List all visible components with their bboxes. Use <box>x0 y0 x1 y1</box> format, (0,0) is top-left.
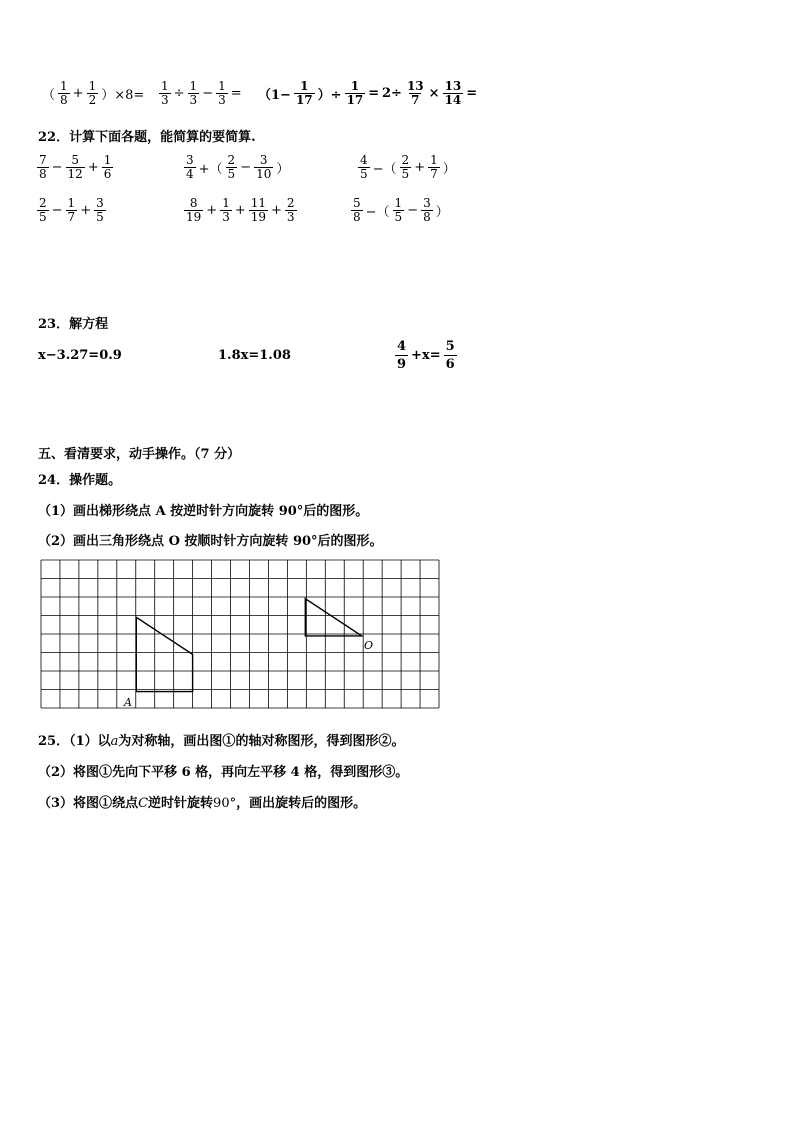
q25-part1-text: 的轴对称图形，得到图形 <box>235 734 379 749</box>
q25-part1 <box>38 730 404 749</box>
grid-lines <box>41 560 439 708</box>
fraction: $\frac{1}{3}$ <box>189 79 198 107</box>
trapezoid-shape <box>136 617 192 691</box>
fraction: $\frac{2}{3}$ <box>286 196 295 224</box>
point-o-label: O <box>364 639 374 652</box>
fraction: 7 8 <box>39 153 47 181</box>
q25-part2-text: 。 <box>395 765 409 780</box>
fraction: $\frac{5}{6}$ <box>445 339 455 372</box>
q25-part2-text: （2）将图 <box>38 765 100 780</box>
operator: + <box>414 160 426 175</box>
operator: − <box>51 203 63 218</box>
paren-close: ） <box>276 162 290 177</box>
paren-close: ） <box>435 205 449 220</box>
q22-r2-expr2 <box>183 197 298 224</box>
circled-number: ① <box>99 796 113 811</box>
fraction: 3 4 <box>186 153 194 181</box>
operator: + <box>72 86 84 101</box>
calc-row1-expr2 <box>158 80 242 107</box>
q22-r1-expr2 <box>183 154 289 181</box>
q22-r2-expr3 <box>350 197 449 224</box>
q25-part3 <box>38 792 366 811</box>
circled-number: ③ <box>382 765 396 780</box>
fraction: $\frac{13}{7}$ <box>406 79 424 107</box>
fraction: 2 5 <box>39 196 47 224</box>
operator: ÷ <box>173 86 185 101</box>
operator: +x= <box>411 348 441 363</box>
point-symbol: C <box>138 796 149 811</box>
fraction: 2 5 <box>227 153 236 181</box>
operator: − <box>240 160 252 175</box>
q23-equation-2: 1.8x=1.08 <box>218 348 291 363</box>
axis-symbol: a <box>110 734 119 749</box>
fraction: $\frac{1}{3}$ <box>222 196 230 224</box>
fraction: $\frac{1}{6}$ <box>103 153 112 181</box>
fraction: $\frac{1}{17}$ <box>346 79 364 107</box>
operator: × <box>428 86 440 101</box>
operator: −（ <box>372 162 397 177</box>
fraction: 4 9 <box>397 339 407 372</box>
section-five-heading: 五、看清要求，动手操作。（7 分） <box>38 447 241 462</box>
operator: + <box>271 203 282 218</box>
operator: ）÷ <box>317 88 342 103</box>
operator: − <box>51 160 63 175</box>
equals: = <box>368 86 380 101</box>
q25-part3-text: （3）将图 <box>38 796 100 811</box>
operator: + <box>206 203 218 218</box>
q24-part1: （1）画出梯形绕点 A 按逆时针方向旋转 90°后的图形。 <box>38 504 369 519</box>
q25-part3-text: ，画出旋转后的图形。 <box>236 796 367 811</box>
q25-part1-text: 为对称轴，画出图 <box>118 734 223 749</box>
angle-value: 90° <box>213 796 237 811</box>
operator: −（ <box>365 205 390 220</box>
fraction: $\frac{3}{5}$ <box>96 196 104 224</box>
q25-part2-text: 先向下平移 6 格，再向左平移 4 格，得到图形 <box>112 765 383 780</box>
q22-title: 22．计算下面各题，能简算的要简算. <box>38 130 256 145</box>
circled-number: ② <box>378 734 392 749</box>
fraction: 2 5 <box>401 153 410 181</box>
fraction: $\frac{1}{3}$ <box>161 79 169 107</box>
fraction: $\frac{3}{10}$ <box>256 153 272 181</box>
operator: + <box>87 160 99 175</box>
fraction: 1 8 <box>60 79 68 107</box>
q22-r1-expr1 <box>36 154 114 181</box>
calc-row1-expr1 <box>42 80 144 107</box>
paren-open: （1− <box>258 88 291 103</box>
fraction: $\frac{1}{7}$ <box>430 153 438 181</box>
q23-equation-1: x−3.27=0.9 <box>38 348 122 363</box>
circled-number: ① <box>99 765 113 780</box>
grid-figure <box>40 559 440 715</box>
calc-row1-expr3 <box>258 80 379 107</box>
fraction: $\frac{1}{2}$ <box>88 79 97 107</box>
expr-tail: ）×8= <box>101 88 145 103</box>
q25-part1-text: 。 <box>391 734 405 749</box>
expr-lead: 2÷ <box>382 86 402 101</box>
fraction: $\frac{5}{12}$ <box>67 153 83 181</box>
q25-part1-text: 25．（1）以 <box>38 734 111 749</box>
operator: + <box>80 203 92 218</box>
operator: + <box>234 203 246 218</box>
q22-r2-expr1 <box>36 197 107 224</box>
q23-title: 23．解方程 <box>38 317 109 332</box>
q24-title: 24．操作题。 <box>38 473 122 488</box>
fraction: $\frac{1}{3}$ <box>218 79 226 107</box>
fraction: $\frac{3}{8}$ <box>423 196 431 224</box>
equals: = <box>230 86 242 101</box>
operator: +（ <box>198 162 223 177</box>
fraction: 1 5 <box>394 196 403 224</box>
fraction: 5 8 <box>353 196 361 224</box>
circled-number: ① <box>222 734 236 749</box>
paren-close: ） <box>442 162 456 177</box>
calc-row1-expr4 <box>382 80 477 107</box>
point-a-label: A <box>124 696 132 709</box>
operator: − <box>202 86 214 101</box>
fraction: $\frac{11}{19}$ <box>250 196 267 224</box>
q22-r1-expr3 <box>357 154 456 181</box>
triangle-shape <box>305 599 361 636</box>
equals: = <box>466 86 478 101</box>
fraction: $\frac{13}{14}$ <box>444 79 462 107</box>
fraction: $\frac{1}{7}$ <box>67 196 76 224</box>
q24-part2: （2）画出三角形绕点 O 按顺时针方向旋转 90°后的图形。 <box>38 534 383 549</box>
operator: − <box>407 203 419 218</box>
q25-part3-text: 逆时针旋转 <box>148 796 214 811</box>
fraction: 4 5 <box>360 153 368 181</box>
q25-part3-text: 绕点 <box>112 796 139 811</box>
fraction: $\frac{1}{17}$ <box>295 79 313 107</box>
q23-equation-3 <box>394 338 458 373</box>
paren-open: （ <box>42 88 56 103</box>
fraction: 8 19 <box>186 196 202 224</box>
q25-part2 <box>38 761 408 780</box>
